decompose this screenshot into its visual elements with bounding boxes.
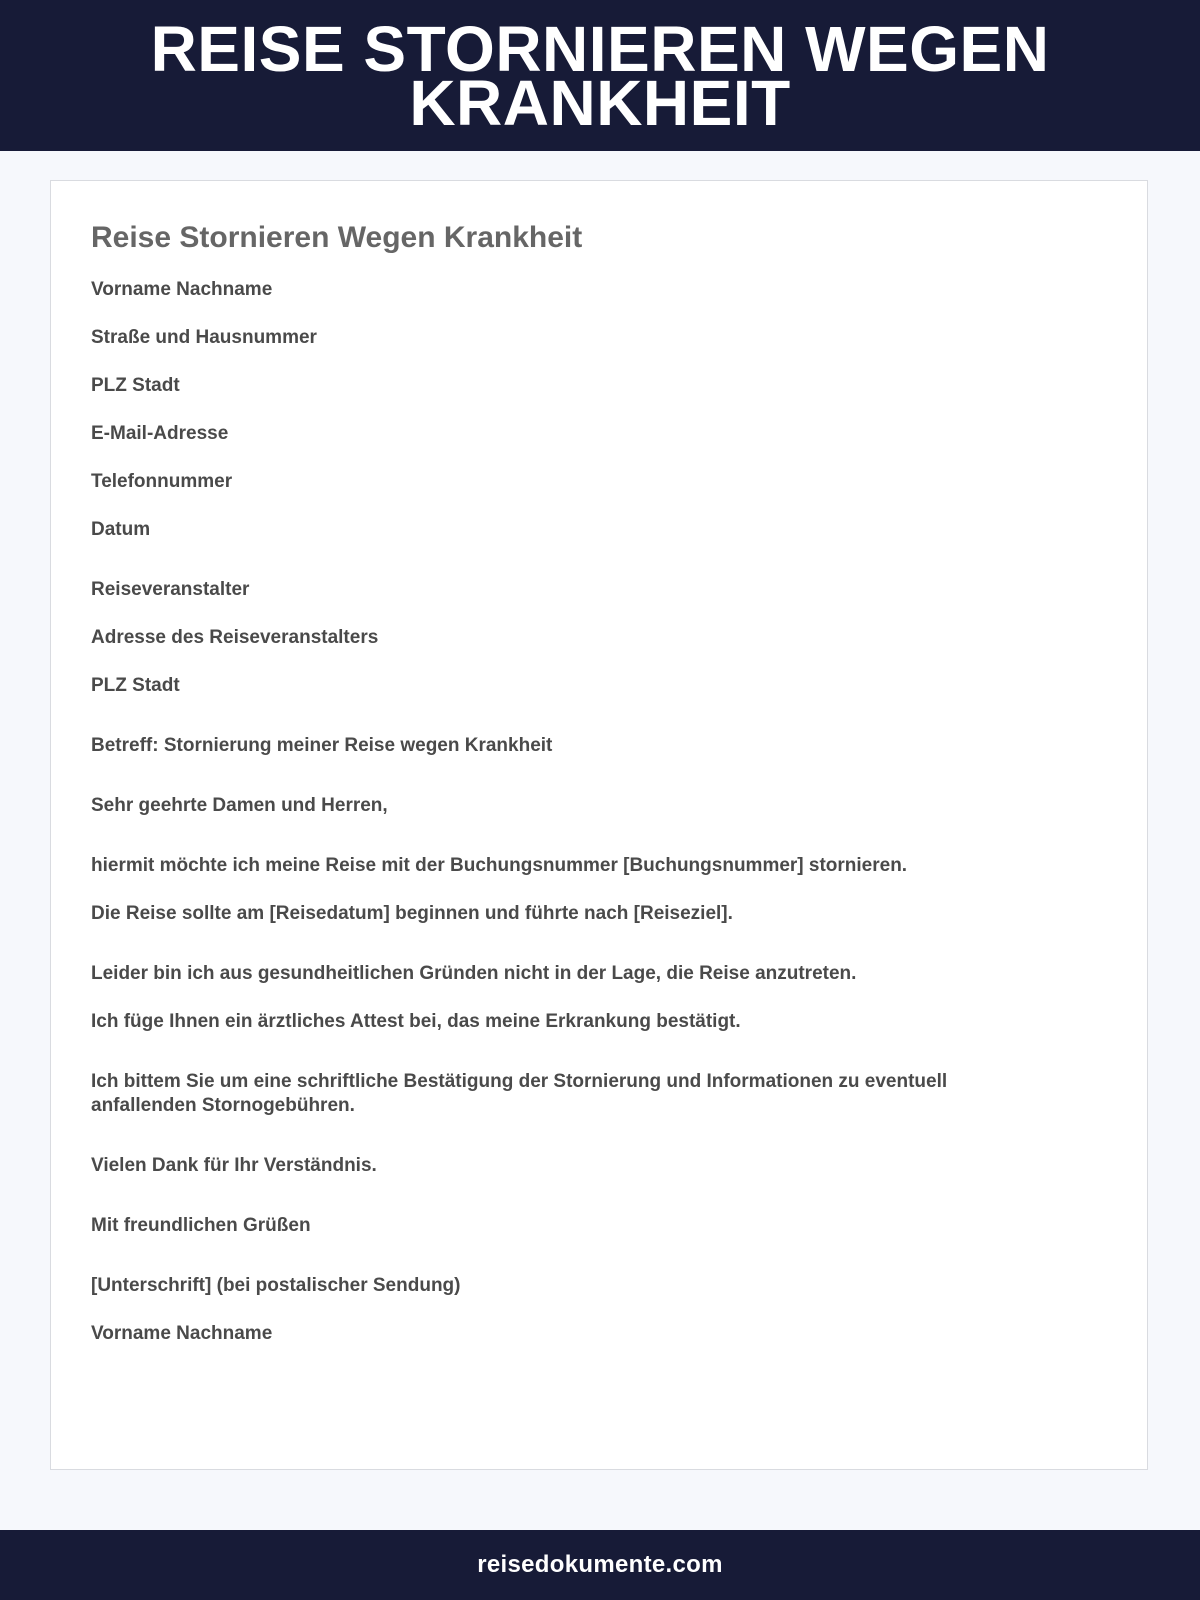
document-card (50, 180, 1148, 1470)
letter-salutation: Sehr geehrte Damen und Herren, (91, 795, 388, 816)
top-banner (0, 0, 1200, 151)
sender-email: E-Mail-Adresse (91, 423, 229, 444)
footer-site-name: reisedokumente.com (477, 1551, 723, 1578)
letter-subject: Betreff: Stornierung meiner Reise wegen Krankheit (91, 735, 553, 756)
signature-name: Vorname Nachname (91, 1323, 273, 1344)
sender-phone: Telefonnummer (91, 471, 233, 492)
footer (0, 1530, 1200, 1600)
body-paragraph: Ich bittem Sie um eine schriftliche Bestätigung der Stornierung und Informationen zu eventuell anfallenden Stornogebühren. (91, 1071, 948, 1116)
recipient-name: Reiseveranstalter (91, 579, 250, 600)
sender-name: Vorname Nachname (91, 279, 273, 300)
letter-date: Datum (91, 519, 151, 540)
banner-title: REISE STORNIEREN WEGEN KRANKHEIT (150, 12, 1050, 139)
letter-closing: Mit freundlichen Grüßen (91, 1215, 311, 1236)
document-heading: Reise Stornieren Wegen Krankheit (91, 221, 583, 254)
body-paragraph: hiermit möchte ich meine Reise mit der Buchungsnummer [Buchungsnummer] stornieren. (91, 855, 908, 876)
body-paragraph: Vielen Dank für Ihr Verständnis. (91, 1155, 377, 1176)
signature-placeholder: [Unterschrift] (bei postalischer Sendung) (91, 1275, 461, 1296)
sender-city: PLZ Stadt (91, 375, 180, 396)
sender-street: Straße und Hausnummer (91, 327, 317, 348)
recipient-city: PLZ Stadt (91, 675, 180, 696)
body-paragraph: Die Reise sollte am [Reisedatum] beginnen und führte nach [Reiseziel]. (91, 903, 733, 924)
recipient-address: Adresse des Reiseveranstalters (91, 627, 379, 648)
body-paragraph: Leider bin ich aus gesundheitlichen Gründen nicht in der Lage, die Reise anzutreten. (91, 963, 857, 984)
body-paragraph: Ich füge Ihnen ein ärztliches Attest bei, das meine Erkrankung bestätigt. (91, 1011, 741, 1032)
